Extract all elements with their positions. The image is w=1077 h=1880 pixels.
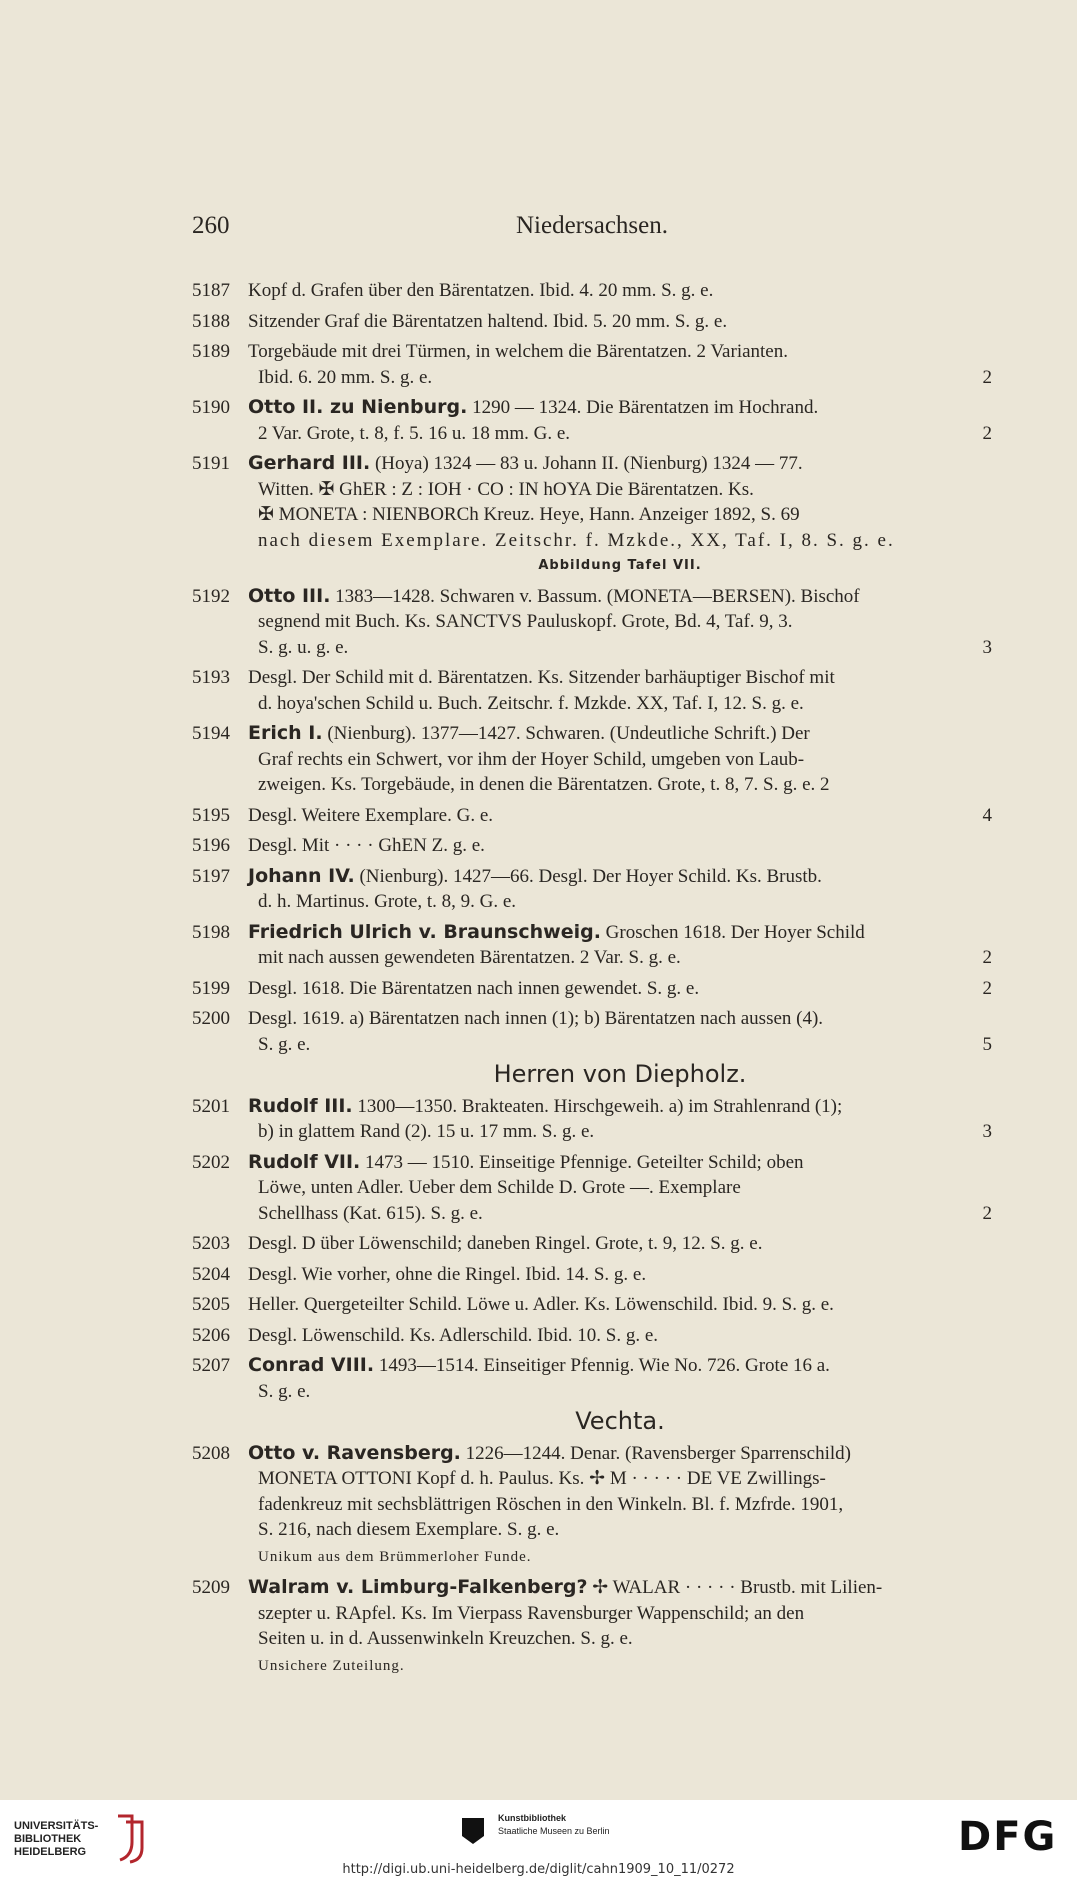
entry-number: 5207 — [192, 1355, 230, 1376]
catalog-entry — [192, 278, 992, 304]
entry-text: Witten. ✠ GhER : Z : IOH · CO : IN hOYA Die Bärentatzen. Ks. — [258, 478, 754, 500]
entry-line — [248, 309, 992, 335]
entry-number: 5197 — [192, 865, 230, 887]
entry-text: (Nienburg). 1377—1427. Schwaren. (Undeutliche Schrift.) Der — [322, 723, 810, 744]
entry-line — [248, 528, 992, 554]
catalog-entry — [192, 395, 992, 446]
entries-group-diepholz — [192, 1094, 992, 1405]
kunstbibliothek-text — [498, 1812, 610, 1838]
entry-text: Kopf d. Grafen über den Bärentatzen. Ibid. 4. 20 mm. S. g. e. — [248, 280, 714, 301]
entry-text: d. h. Martinus. Grote, t. 8, 9. G. e. — [258, 891, 517, 912]
catalog-entry — [192, 584, 992, 661]
footer-bar — [0, 1800, 1077, 1880]
entry-number: 5199 — [192, 977, 230, 999]
ub-logo-mark-icon — [112, 1812, 150, 1864]
catalog-entry — [192, 1094, 992, 1145]
ruler-name: Johann IV. — [248, 864, 355, 887]
entry-text: Torgebäude mit drei Türmen, in welchem die Bärentatzen. 2 Varianten. — [248, 341, 788, 362]
catalog-entry — [192, 803, 992, 829]
entry-line — [248, 721, 992, 747]
catalog-entry — [192, 1292, 992, 1318]
entry-number: 5190 — [192, 397, 230, 418]
entry-text: Desgl. Mit · · · · GhEN Z. g. e. — [248, 835, 485, 856]
entry-line — [248, 1517, 992, 1543]
entry-text: S. 216, nach diesem Exemplare. S. g. e. — [258, 1519, 560, 1540]
bear-emblem-icon — [460, 1816, 486, 1846]
entry-text: Ibid. 6. 20 mm. S. g. e. — [258, 366, 433, 388]
catalog-entry — [192, 451, 992, 579]
catalog-entry — [192, 309, 992, 335]
quantity-count: 3 — [982, 1121, 992, 1142]
ruler-name: Friedrich Ulrich v. Braunschweig. — [248, 920, 601, 943]
ruler-name: Walram v. Limburg-Falkenberg? — [248, 1576, 588, 1598]
entry-text: 2 Var. Grote, t. 8, f. 5. 16 u. 18 mm. G. e. — [258, 422, 571, 444]
entry-line — [248, 1262, 992, 1288]
catalog-entry — [192, 1575, 992, 1679]
entry-line — [248, 1094, 992, 1120]
entry-text: zweigen. Ks. Torgebäude, in denen die Bärentatzen. Grote, t. 8, 7. S. g. e. 2 — [258, 774, 830, 795]
entry-line — [248, 1575, 992, 1601]
ruler-name: Otto III. — [248, 584, 331, 607]
entry-text: mit nach aussen gewendeten Bärentatzen. 2 Var. S. g. e. — [258, 947, 681, 968]
entry-number: 5203 — [192, 1233, 230, 1254]
catalog-entry — [192, 721, 992, 798]
plate-reference: Abbildung Tafel VII. — [538, 558, 702, 573]
catalog-content — [192, 278, 992, 1684]
entry-number: 5198 — [192, 921, 230, 943]
entry-number: 5193 — [192, 667, 230, 688]
catalog-entry — [192, 833, 992, 859]
entry-line — [248, 747, 992, 773]
entry-line — [248, 864, 992, 890]
catalog-entry — [192, 1006, 992, 1057]
kb-line: Staatliche Museen zu Berlin — [498, 1826, 610, 1836]
quantity-count: 2 — [982, 1202, 992, 1224]
entry-line — [248, 502, 992, 528]
entry-line — [248, 772, 992, 798]
entry-number: 5196 — [192, 835, 230, 856]
entry-text: b) in glattem Rand (2). 15 u. 17 mm. S. g. e. — [258, 1121, 595, 1142]
quantity-count: 2 — [982, 366, 992, 388]
ruler-name: Otto v. Ravensberg. — [248, 1441, 461, 1464]
entry-line — [248, 1652, 992, 1680]
entry-text: Sitzender Graf die Bärentatzen haltend. Ibid. 5. 20 mm. S. g. e. — [248, 310, 728, 332]
entry-line — [248, 920, 992, 946]
entry-number: 5205 — [192, 1294, 230, 1315]
ruler-name: Conrad VIII. — [248, 1354, 375, 1376]
entry-text: Desgl. Weitere Exemplare. G. e. — [248, 804, 494, 826]
catalog-entry — [192, 339, 992, 390]
entry-text: Graf rechts ein Schwert, vor ihm der Hoyer Schild, umgeben von Laub- — [258, 748, 805, 770]
entry-text: S. g. u. g. e. — [258, 636, 349, 658]
entry-number: 5189 — [192, 341, 230, 362]
entry-line — [248, 635, 992, 661]
entry-text: Desgl. D über Löwenschild; daneben Ringel. Grote, t. 9, 12. S. g. e. — [248, 1233, 763, 1254]
entry-line — [248, 1543, 992, 1571]
ruler-name: Gerhard III. — [248, 452, 371, 474]
entry-line — [248, 1150, 992, 1176]
entry-line — [248, 1201, 992, 1227]
entry-number: 5195 — [192, 804, 230, 826]
quantity-count: 4 — [982, 804, 992, 826]
entry-line — [248, 1601, 992, 1627]
entry-line — [248, 421, 992, 447]
entries-group-hoya — [192, 278, 992, 1057]
entry-number: 5201 — [192, 1095, 230, 1117]
entry-number: 5188 — [192, 310, 230, 332]
entry-text: S. g. e. — [258, 1033, 311, 1055]
entry-line — [248, 1466, 992, 1492]
catalog-entry — [192, 976, 992, 1002]
entry-line — [248, 889, 992, 915]
entry-line — [248, 1006, 992, 1032]
entry-number: 5200 — [192, 1008, 230, 1029]
catalog-entry — [192, 1150, 992, 1227]
entry-line — [248, 1292, 992, 1318]
entry-line — [248, 278, 992, 304]
entry-number: 5209 — [192, 1577, 230, 1598]
quantity-count: 2 — [982, 422, 992, 444]
entry-text: szepter u. RApfel. Ks. Im Vierpass Ravensburger Wappenschild; an den — [258, 1602, 805, 1624]
entry-text: Seiten u. in d. Aussenwinkeln Kreuzchen. S. g. e. — [258, 1628, 633, 1649]
section-heading-diepholz: Herren von Diepholz. — [493, 1060, 747, 1088]
entry-line — [248, 803, 992, 829]
entry-line — [248, 1323, 992, 1349]
entry-line — [248, 1353, 992, 1379]
ub-logo-line: BIBLIOTHEK — [14, 1833, 82, 1845]
catalog-entry — [192, 864, 992, 915]
entry-number: 5202 — [192, 1151, 230, 1173]
entry-text: S. g. e. — [258, 1380, 311, 1402]
entry-number: 5204 — [192, 1263, 230, 1285]
catalog-entry — [192, 1441, 992, 1571]
entry-line — [248, 339, 992, 365]
entry-number: 5206 — [192, 1324, 230, 1346]
ub-logo-line: HEIDELBERG — [14, 1846, 87, 1858]
entry-line — [248, 451, 992, 477]
catalog-entry — [192, 1262, 992, 1288]
entry-number: 5208 — [192, 1442, 230, 1464]
entry-line — [248, 1492, 992, 1518]
ub-heidelberg-logo[interactable] — [14, 1820, 98, 1859]
entry-text: fadenkreuz mit sechsblättrigen Röschen in den Winkeln. Bl. f. Mzfrde. 1901, — [258, 1493, 844, 1515]
entry-text: Desgl. 1618. Die Bärentatzen nach innen gewendet. S. g. e. — [248, 977, 700, 999]
entry-line — [248, 609, 992, 635]
entry-line — [248, 1626, 992, 1652]
entry-text: Unikum aus dem Brümmerloher Funde. — [258, 1548, 532, 1565]
entry-text: Desgl. Löwenschild. Ks. Adlerschild. Ibid. 10. S. g. e. — [248, 1324, 659, 1346]
quantity-count: 2 — [982, 947, 992, 968]
entry-line — [248, 584, 992, 610]
entry-text: nach diesem Exemplare. Zeitschr. f. Mzkde., XX, Taf. I, 8. S. g. e. — [258, 529, 895, 551]
entry-text: 1290 — 1324. Die Bärentatzen im Hochrand. — [467, 397, 819, 418]
entry-text: segnend mit Buch. Ks. SANCTVS Pauluskopf. Grote, Bd. 4, Taf. 9, 3. — [258, 611, 793, 632]
entry-text: Heller. Quergeteilter Schild. Löwe u. Adler. Ks. Löwenschild. Ibid. 9. S. g. e. — [248, 1294, 834, 1315]
entry-text: Schellhass (Kat. 615). S. g. e. — [258, 1202, 483, 1224]
entry-text: Löwe, unten Adler. Ueber dem Schilde D. Grote —. Exemplare — [258, 1177, 741, 1198]
section-heading-vechta: Vechta. — [575, 1407, 665, 1435]
entry-line — [248, 976, 992, 1002]
entry-text: Desgl. Wie vorher, ohne die Ringel. Ibid. 14. S. g. e. — [248, 1263, 647, 1285]
entry-number: 5191 — [192, 453, 230, 474]
entry-text: (Hoya) 1324 — 83 u. Johann II. (Nienburg) 1324 — 77. — [370, 453, 803, 474]
dfg-logo[interactable]: DFG — [958, 1814, 1058, 1860]
entry-text: MONETA OTTONI Kopf d. h. Paulus. Ks. ✢ M · · · · · DE VE Zwillings- — [258, 1468, 826, 1489]
entry-line — [248, 1175, 992, 1201]
entry-line — [248, 477, 992, 503]
page-number: 260 — [192, 212, 230, 239]
ruler-name: Otto II. zu Nienburg. — [248, 396, 468, 418]
entry-number: 5187 — [192, 280, 230, 301]
ruler-name: Rudolf VII. — [248, 1150, 361, 1173]
quantity-count: 5 — [982, 1033, 992, 1055]
ub-logo-line: UNIVERSITÄTS- — [14, 1820, 99, 1832]
entry-text: 1300—1350. Brakteaten. Hirschgeweih. a) im Strahlenrand (1); — [352, 1095, 843, 1117]
entry-line — [248, 1379, 992, 1405]
entry-line — [248, 833, 992, 859]
entry-line — [248, 1032, 992, 1058]
ruler-name: Erich I. — [248, 722, 323, 744]
entry-text: d. hoya'schen Schild u. Buch. Zeitschr. f. Mzkde. XX, Taf. I, 12. S. g. e. — [258, 692, 804, 714]
entry-line — [248, 1119, 992, 1145]
catalog-entry — [192, 1231, 992, 1257]
entry-text: ✢ WALAR · · · · · Brustb. mit Lilien- — [587, 1577, 883, 1598]
entry-text: 1226—1244. Denar. (Ravensberger Sparrenschild) — [460, 1442, 851, 1464]
quantity-count: 2 — [982, 977, 992, 999]
entry-number: 5194 — [192, 723, 230, 744]
entry-text: 1493—1514. Einseitiger Pfennig. Wie No. 726. Grote 16 a. — [374, 1355, 830, 1376]
kb-line: Kunstbibliothek — [498, 1813, 566, 1823]
ruler-name: Rudolf III. — [248, 1094, 353, 1117]
catalog-entry — [192, 1353, 992, 1404]
page-header — [192, 212, 992, 248]
quantity-count: 3 — [982, 636, 992, 658]
catalog-entry — [192, 920, 992, 971]
entry-line — [248, 945, 992, 971]
entry-line — [248, 1231, 992, 1257]
entry-text: Unsichere Zuteilung. — [258, 1657, 405, 1674]
entry-number: 5192 — [192, 585, 230, 607]
entry-line — [248, 395, 992, 421]
entry-line — [248, 665, 992, 691]
entry-text: (Nienburg). 1427—66. Desgl. Der Hoyer Schild. Ks. Brustb. — [354, 865, 822, 887]
entry-text: ✠ MONETA : NIENBORCh Kreuz. Heye, Hann. Anzeiger 1892, S. 69 — [258, 504, 800, 525]
catalog-entry — [192, 665, 992, 716]
entry-text: Groschen 1618. Der Hoyer Schild — [600, 921, 865, 943]
catalog-entry — [192, 1323, 992, 1349]
entry-text: 1383—1428. Schwaren v. Bassum. (MONETA—BERSEN). Bischof — [330, 585, 860, 607]
entry-line — [248, 365, 992, 391]
permalink-url[interactable]: http://digi.ub.uni-heidelberg.de/diglit/cahn1909_10_11/0272 — [342, 1862, 735, 1877]
entry-text: Desgl. Der Schild mit d. Bärentatzen. Ks. Sitzender barhäuptiger Bischof mit — [248, 667, 835, 688]
entries-group-vechta — [192, 1441, 992, 1680]
entry-line — [248, 1441, 992, 1467]
entry-text: Desgl. 1619. a) Bärentatzen nach innen (1); b) Bärentatzen nach aussen (4). — [248, 1008, 824, 1029]
entry-text: 1473 — 1510. Einseitige Pfennige. Geteilter Schild; oben — [360, 1151, 804, 1173]
page-title: Niedersachsen. — [515, 212, 668, 239]
entry-line — [248, 691, 992, 717]
